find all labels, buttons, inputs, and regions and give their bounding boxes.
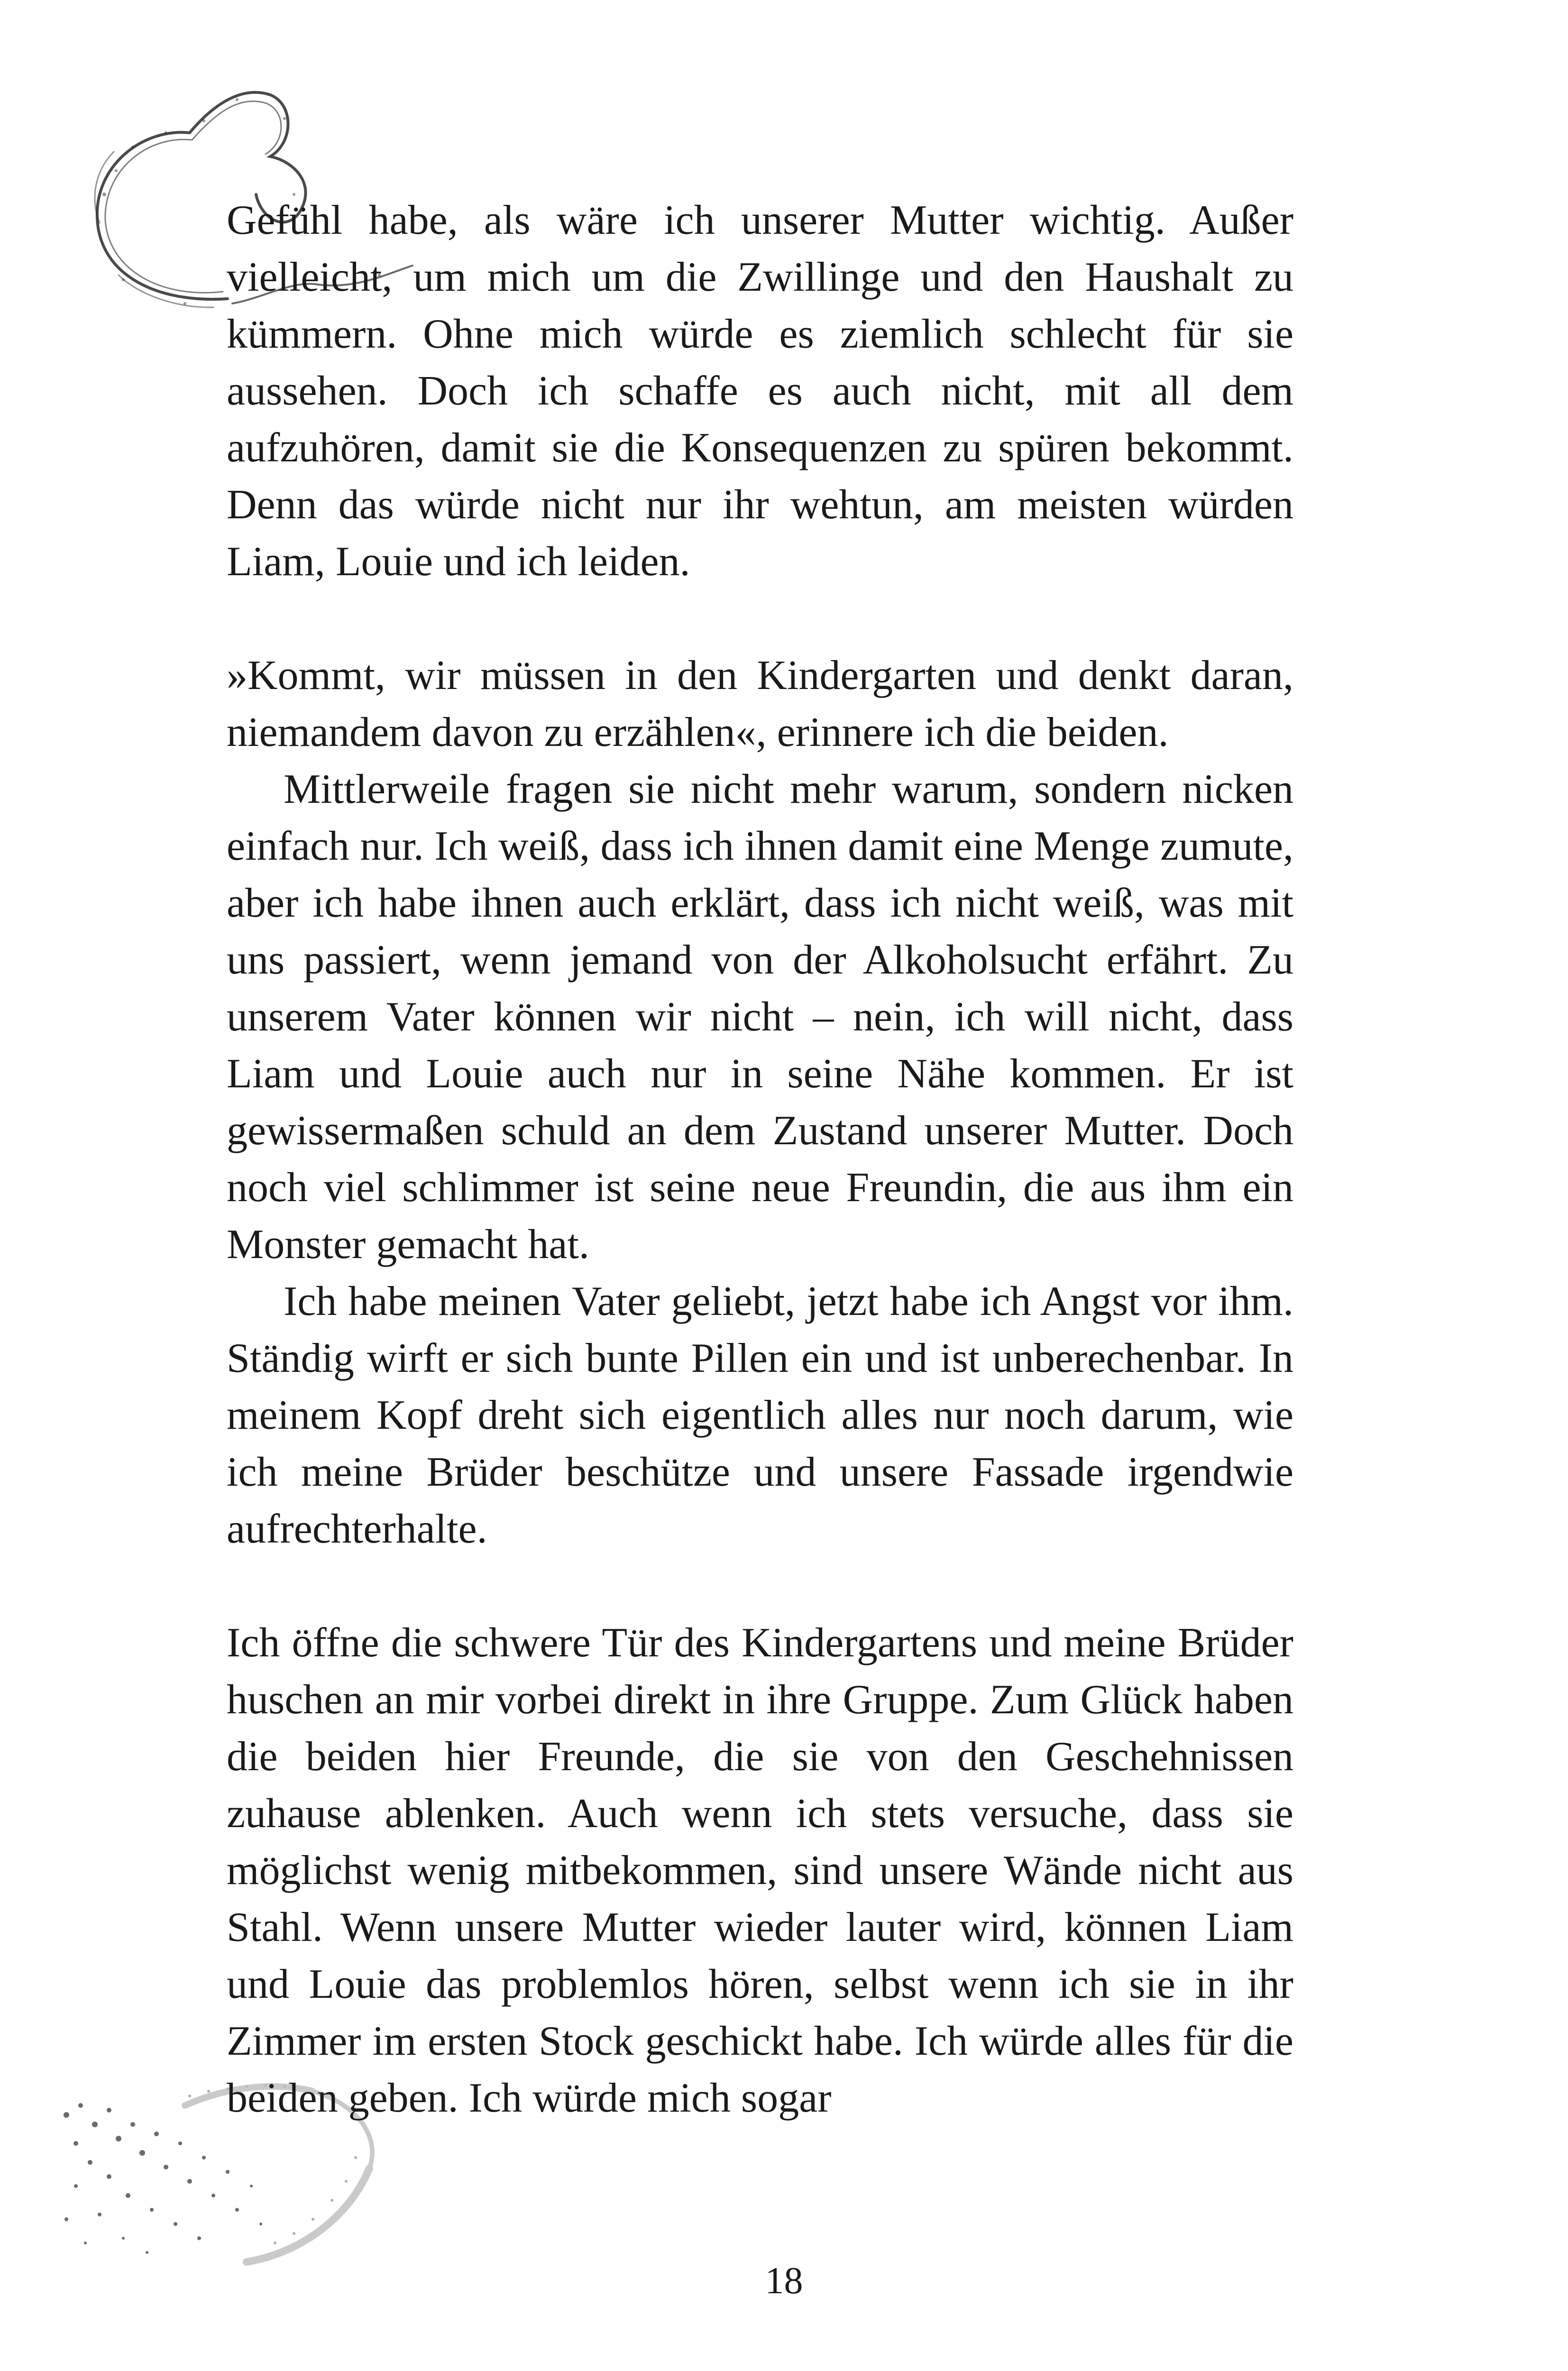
paragraph-3: Mittlerweile fragen sie nicht mehr warum, sondern nicken einfach nur. Ich weiß, dass ich ihnen damit eine Menge zumute, aber ich habe ihnen auch erklärt, dass ich nicht weiß, was mit uns passiert, wenn jemand von der Alkoholsucht erfährt. Zu unserem Vater können wir nicht – nein, ich will nicht, dass Liam und Louie auch nur in seine Nähe kommen. Er ist gewissermaßen schuld an dem Zustand unserer Mutter. Doch noch viel schlimmer ist seine neue Freundin, die aus ihm ein Monster gemacht hat. — [227, 766, 1293, 1268]
paragraph-1: Gefühl habe, als wäre ich unserer Mutter wichtig. Außer vielleicht, um mich um die Zwillinge und den Haushalt zu kümmern. Ohne mich würde es ziemlich schlecht für sie aussehen. Doch ich schaffe es auch nicht, mit all dem aufzuhören, damit sie die Konsequenzen zu spüren bekommt. Denn das würde nicht nur ihr wehtun, am meisten würden Liam, Louie und ich leiden. — [227, 197, 1293, 585]
paragraph-5: Ich öffne die schwere Tür des Kindergartens und meine Brüder huschen an mir vorbei direkt in ihre Gruppe. Zum Glück haben die beiden hier Freunde, die sie von den Geschehnissen zuhause ablenken. Auch wenn ich stets versuche, dass sie möglichst wenig mitbekommen, sind unsere Wände nicht aus Stahl. Wenn unsere Mutter wieder lauter wird, können Liam und Louie das problemlos hören, selbst wenn ich sie in ihr Zimmer im ersten Stock geschickt habe. Ich würde alles für die beiden geben. Ich würde mich sogar — [227, 1620, 1293, 2121]
scene-break — [227, 1558, 1293, 1615]
paragraph-2: »Kommt, wir müssen in den Kindergarten und denkt daran, niemandem davon zu erzählen«, erinnere ich die beiden. — [227, 652, 1293, 755]
scene-break — [227, 590, 1293, 647]
page-number: 18 — [765, 2260, 803, 2302]
paragraph-4: Ich habe meinen Vater geliebt, jetzt habe ich Angst vor ihm. Ständig wirft er sich bunte Pillen ein und ist unberechenbar. In meinem Kopf dreht sich eigentlich alles nur noch darum, wie ich meine Brüder beschütze und unsere Fassade irgendwie aufrechterhalte. — [227, 1278, 1293, 1552]
body-text — [227, 192, 1293, 2127]
